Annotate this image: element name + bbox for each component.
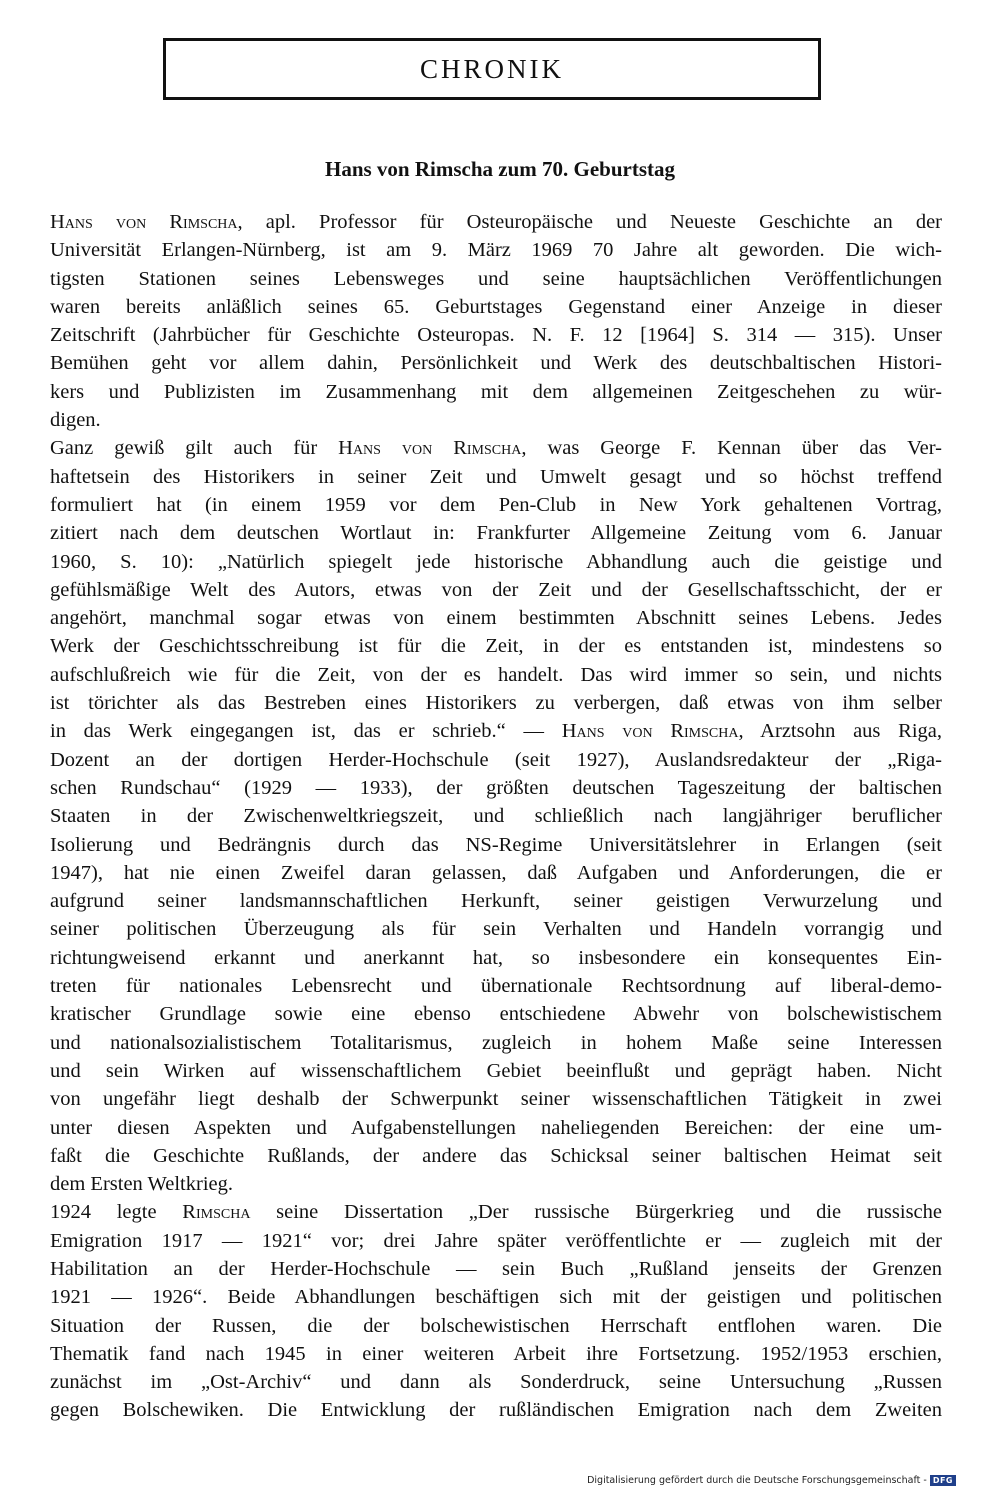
text-run: 1960, S. 10): „Natürlich spiegelt jede historische Abhandlung auch die geistige und [50,550,942,573]
text-line [50,1227,942,1255]
text-run: aufgrund seiner landsmannschaftlichen Herkunft, seiner geistigen Verwurzelung und [50,890,942,913]
text-line [50,1255,942,1283]
text-line [50,717,942,745]
text-run: kers und Publizisten im Zusammenhang mit dem allgemeinen Zeitgeschehen zu wür- [50,380,942,403]
text-run: , apl. Professor für Osteuropäische und Neueste Geschichte an der [237,211,942,233]
name-smallcaps: Rimscha [182,1201,251,1224]
text-line [50,802,942,830]
text-run: unter diesen Aspekten und Aufgabenstellungen naheliegenden Bereichen: der eine um- [50,1116,942,1139]
text-line [50,1396,942,1424]
text-line [50,1057,942,1085]
text-line [50,915,942,943]
text-run: angehört, manchmal sogar etwas von einem bestimmten Abschnitt seines Lebens. Jedes [50,607,942,630]
text-run: aufschlußreich wie für die Zeit, von der es handelt. Das wird immer so sein, und nichts [50,663,942,686]
text-line [50,1340,942,1368]
text-line [50,236,942,264]
text-run: digen. [50,409,101,432]
text-run: Isolierung und Bedrängnis durch das NS-Regime Universitätslehrer in Erlangen (seit [50,833,942,856]
footer-text: Digitalisierung gefördert durch die Deutsche Forschungsgemeinschaft - [587,1475,927,1486]
text-run: tigsten Stationen seines Lebensweges und seine hauptsächlichen Veröffentlichungen [50,267,942,290]
footer [587,1475,956,1486]
text-line [50,1312,942,1340]
text-line [50,463,942,491]
name-smallcaps: Hans von Rimscha [50,211,238,233]
text-run: Universität Erlangen-Nürnberg, ist am 9. März 1969 70 Jahre alt geworden. Die wich- [50,239,942,262]
text-run: Werk der Geschichtsschreibung ist für die Zeit, in der es entstanden ist, mindestens so [50,635,942,658]
text-run: haftetsein des Historikers in seiner Zeit und Umwelt gesagt und so höchst treffend [50,465,942,488]
text-line [50,944,942,972]
text-run: zitiert nach dem deutschen Wortlaut in: Frankfurter Allgemeine Zeitung vom 6. Januar [50,522,942,545]
text-run: zunächst im „Ost-Archiv“ und dann als Sonderdruck, seine Untersuchung „Russen [50,1371,942,1394]
text-run: seiner politischen Überzeugung als für sein Verhalten und Handeln vorrangig und [50,918,942,941]
text-run: 1921 — 1926“. Beide Abhandlungen beschäftigen sich mit der geistigen und politischen [50,1286,942,1309]
text-line [50,576,942,604]
name-smallcaps: Hans von Rimscha [561,720,739,743]
text-line [50,774,942,802]
text-line [50,1114,942,1142]
text-line [50,632,942,660]
text-run: und nationalsozialistischem Totalitarismus, zugleich in hohem Maße seine Interessen [50,1031,942,1054]
text-run: faßt die Geschichte Rußlands, der andere das Schicksal seiner baltischen Heimat seit [50,1144,942,1167]
text-run: schen Rundschau“ (1929 — 1933), der größten deutschen Tageszeitung der baltischen [50,776,942,799]
text-run: waren bereits anläßlich seines 65. Geburtstages Gegenstand einer Anzeige in dieser [50,295,942,318]
text-run: Zeitschrift (Jahrbücher für Geschichte Osteuropas. N. F. 12 [1964] S. 314 — 315). Unser [50,324,942,347]
section-header-box [163,38,821,100]
text-run: 1947), hat nie einen Zweifel daran gelassen, daß Aufgaben und Anforderungen, die er [50,861,942,884]
text-line [50,1000,942,1028]
text-run: kratischer Grundlage sowie eine ebenso entschiedene Abwehr von bolschewistischem [50,1003,942,1026]
text-run: richtungweisend erkannt und anerkannt hat, so insbesondere ein konsequentes Ein- [50,946,942,969]
text-run: Bemühen geht vor allem dahin, Persönlichkeit und Werk des deutschbaltischen Histori- [50,352,942,375]
text-line [50,746,942,774]
text-run: formuliert hat (in einem 1959 vor dem Pen-Club in New York gehaltenen Vortrag, [50,493,942,516]
text-line [50,519,942,547]
text-line [50,831,942,859]
text-line [50,1368,942,1396]
text-line [50,1142,942,1170]
text-run: von ungefähr liegt deshalb der Schwerpunkt seiner wissenschaftlichen Tätigkeit in zwei [50,1088,942,1111]
name-smallcaps: Hans von Rimscha [338,437,522,460]
text-run: seine Dissertation „Der russische Bürgerkrieg und die russische [250,1201,943,1224]
text-run: in das Werk eingegangen ist, das er schrieb.“ — [50,720,562,743]
text-run: , Arztsohn aus Riga, [738,720,942,743]
text-run: gefühlsmäßige Welt des Autors, etwas von der Zeit und der Gesellschaftsschicht, der er [50,578,942,601]
text-run: Habilitation an der Herder-Hochschule — sein Buch „Rußland jenseits der Grenzen [50,1257,942,1280]
text-line [50,434,942,462]
text-line [50,1029,942,1057]
article-body [50,208,942,1425]
text-run: ist törichter als das Bestreben eines Historikers zu verbergen, daß etwas von ihm selber [50,692,942,715]
text-line [50,1283,942,1311]
text-run: Dozent an der dortigen Herder-Hochschule (seit 1927), Auslandsredakteur der „Riga- [50,748,942,771]
section-title: CHRONIK [419,53,564,84]
text-line [50,887,942,915]
text-line [50,689,942,717]
text-run: Thematik fand nach 1945 in einer weiteren Arbeit ihre Fortsetzung. 1952/1953 erschien, [50,1342,942,1365]
text-run: treten für nationales Lebensrecht und übernationale Rechtsordnung auf liberal-demo- [50,975,942,998]
text-line [50,548,942,576]
text-line [50,265,942,293]
text-run: , was George F. Kennan über das Ver- [521,437,942,460]
dfg-logo: DFG [930,1475,956,1486]
text-line [50,321,942,349]
text-line [50,208,942,236]
text-line [50,1170,942,1198]
text-run: 1924 legte [50,1201,183,1224]
text-line [50,972,942,1000]
text-run: Emigration 1917 — 1921“ vor; drei Jahre später veröffentlichte er — zugleich mit der [50,1229,942,1252]
text-line [50,378,942,406]
text-run: Staaten in der Zwischenweltkriegszeit, und schließlich nach langjähriger beruflicher [50,805,942,828]
text-line [50,491,942,519]
text-run: dem Ersten Weltkrieg. [50,1173,233,1196]
text-line [50,604,942,632]
article-title: Hans von Rimscha zum 70. Geburtstag [324,157,676,181]
text-line [50,859,942,887]
text-run: Ganz gewiß gilt auch für [50,437,339,460]
text-line [50,661,942,689]
text-run: und sein Wirken auf wissenschaftlichem Gebiet beeinflußt und geprägt haben. Nicht [50,1059,942,1082]
text-line [50,1085,942,1113]
text-line [50,1198,942,1226]
text-run: gegen Bolschewiken. Die Entwicklung der rußländischen Emigration nach dem Zweiten [50,1399,942,1422]
text-run: Situation der Russen, die der bolschewistischen Herrschaft entflohen waren. Die [50,1314,942,1337]
text-line [50,349,942,377]
text-line [50,406,942,434]
text-line [50,293,942,321]
